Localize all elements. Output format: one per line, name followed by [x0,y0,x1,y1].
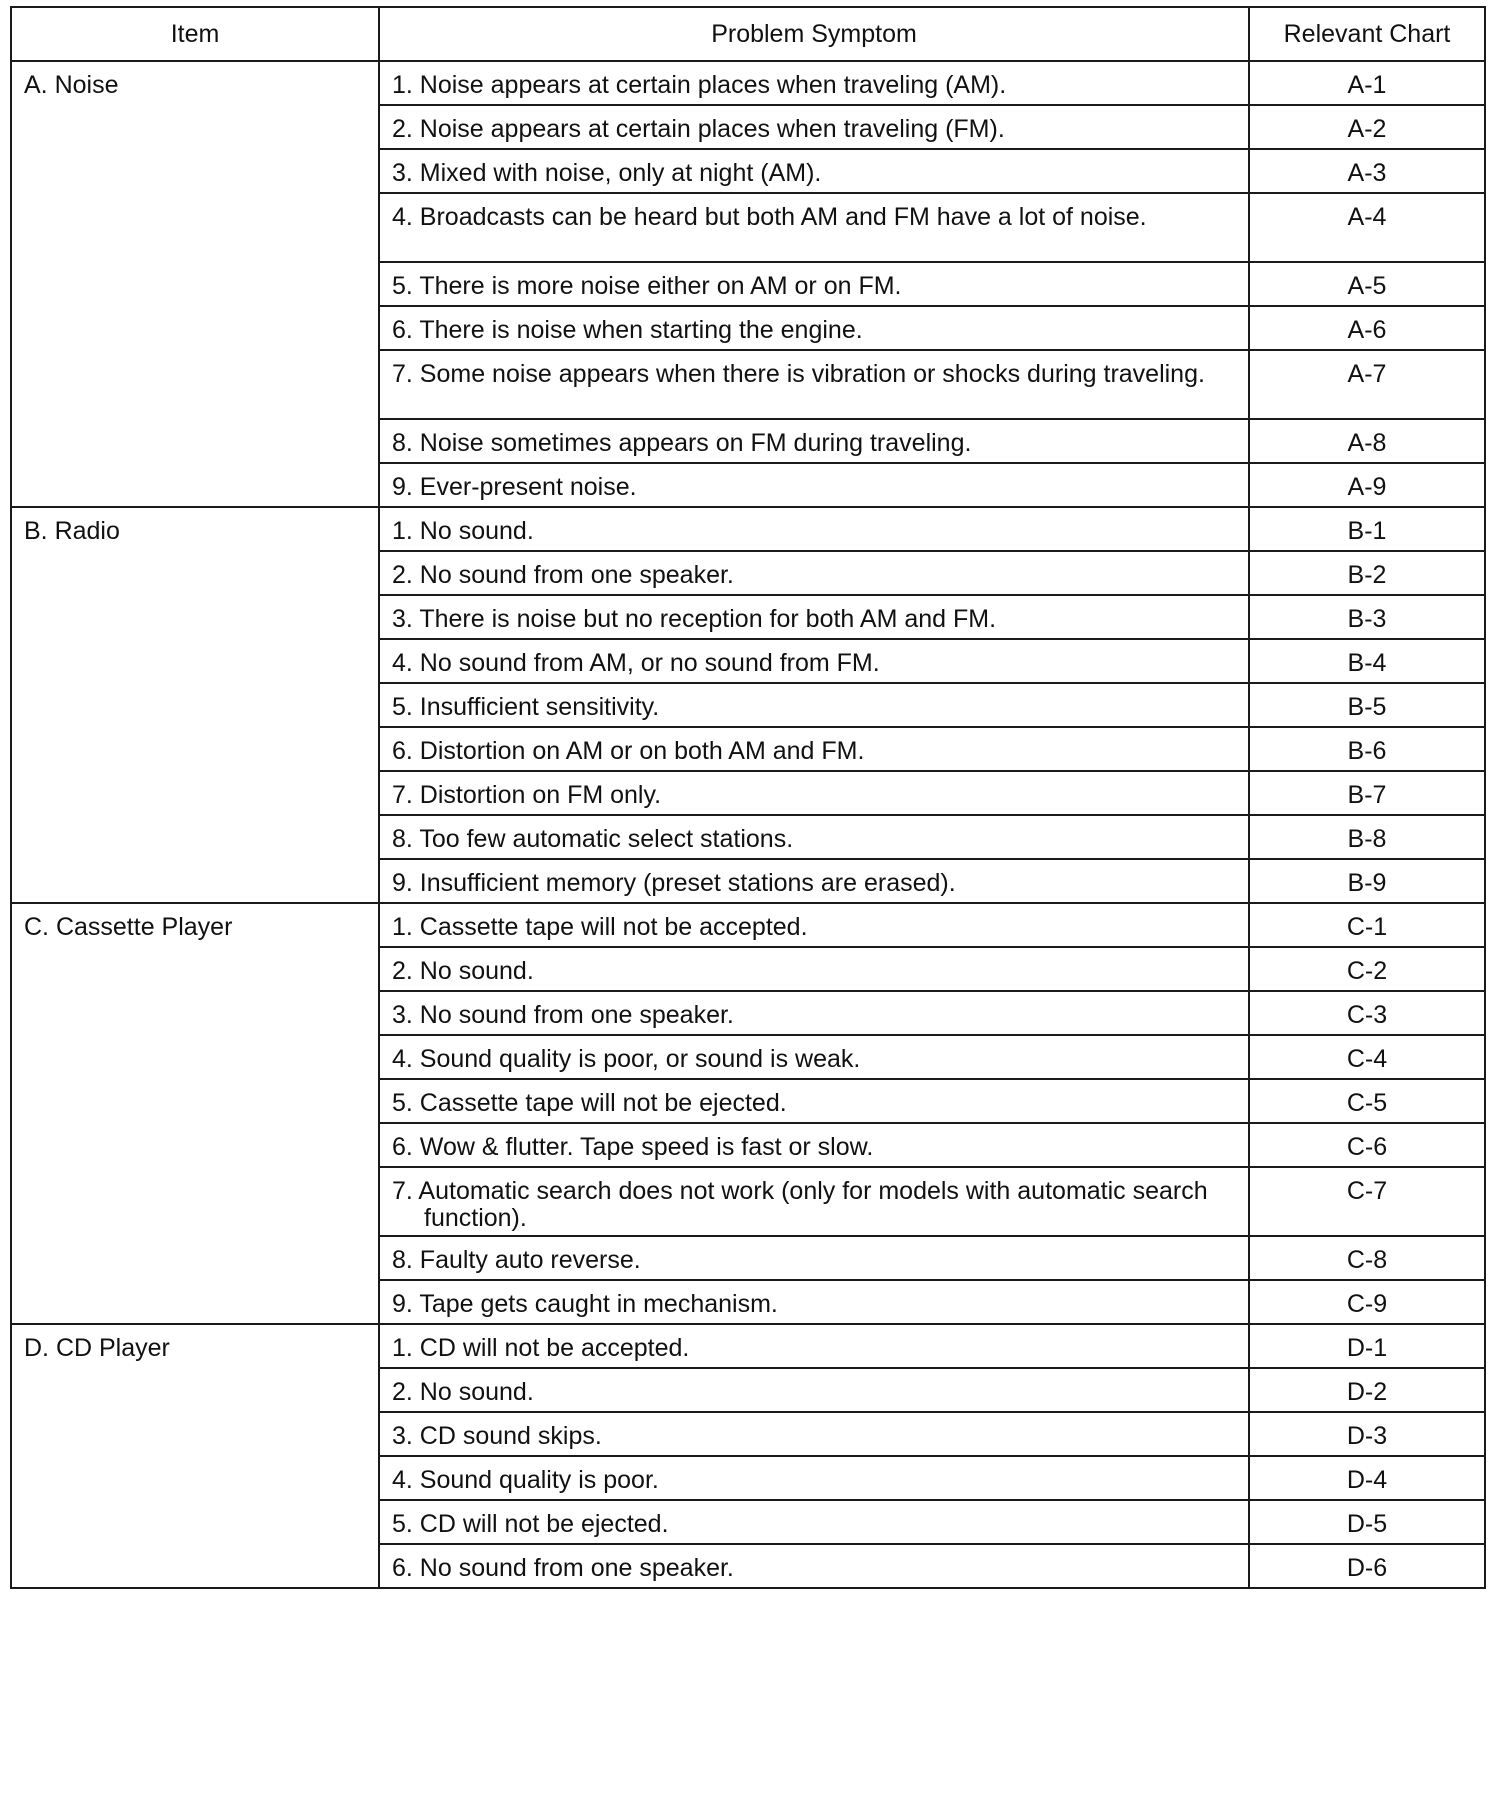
problem-symptom-text: 4. Sound quality is poor, or sound is weak. [392,1045,861,1073]
relevant-chart-cell: D-4 [1249,1456,1485,1500]
problem-symptom-text: 5. CD will not be ejected. [392,1510,669,1538]
problem-symptom-cell [379,991,1249,1035]
relevant-chart-cell: A-9 [1249,463,1485,507]
problem-symptom-cell [379,262,1249,306]
problem-symptom-cell [379,1368,1249,1412]
problem-symptom-cell [379,306,1249,350]
problem-symptom-text: 1. Cassette tape will not be accepted. [392,913,808,941]
problem-symptom-text: 7. Distortion on FM only. [392,781,662,809]
problem-symptom-cell [379,551,1249,595]
problem-symptom-text: 2. Noise appears at certain places when traveling (FM). [392,115,1005,143]
relevant-chart-cell: C-9 [1249,1280,1485,1324]
problem-symptom-cell [379,149,1249,193]
problem-symptom-cell [379,1544,1249,1588]
relevant-chart-cell: A-4 [1249,193,1485,262]
relevant-chart-cell: D-3 [1249,1412,1485,1456]
document-page [10,6,1486,1589]
problem-symptom-cell [379,1079,1249,1123]
problem-symptom-text: 2. No sound. [392,957,534,985]
relevant-chart-cell: B-1 [1249,507,1485,551]
relevant-chart-cell: D-6 [1249,1544,1485,1588]
problem-symptom-cell [379,859,1249,903]
problem-symptom-text: 9. Tape gets caught in mechanism. [392,1290,778,1318]
problem-symptom-text: 8. Faulty auto reverse. [392,1246,641,1274]
relevant-chart-cell: D-5 [1249,1500,1485,1544]
problem-symptom-text: 5. There is more noise either on AM or on FM. [392,272,902,300]
relevant-chart-cell: A-5 [1249,262,1485,306]
relevant-chart-cell: A-3 [1249,149,1485,193]
item-category: A. Noise [11,61,379,507]
relevant-chart-cell: A-8 [1249,419,1485,463]
relevant-chart-cell: A-7 [1249,350,1485,419]
header-row [11,7,1485,61]
problem-symptom-text: 9. Insufficient memory (preset stations are erased). [392,869,956,897]
problem-symptom-text: 3. No sound from one speaker. [392,1001,734,1029]
problem-symptom-cell [379,771,1249,815]
problem-symptom-cell [379,193,1249,262]
problem-symptom-cell [379,1412,1249,1456]
problem-symptom-text: 5. Cassette tape will not be ejected. [392,1089,787,1117]
problem-symptom-cell [379,639,1249,683]
problem-symptom-cell [379,1236,1249,1280]
problem-symptom-cell [379,105,1249,149]
relevant-chart-cell: C-4 [1249,1035,1485,1079]
table-body [11,61,1485,1588]
problem-symptom-text: 6. There is noise when starting the engine. [392,316,863,344]
troubleshooting-table [10,6,1486,1589]
problem-symptom-text: 4. No sound from AM, or no sound from FM. [392,649,880,677]
relevant-chart-cell: B-9 [1249,859,1485,903]
problem-symptom-cell [379,1035,1249,1079]
problem-symptom-cell [379,1167,1249,1236]
problem-symptom-text: 5. Insufficient sensitivity. [392,693,660,721]
problem-symptom-text: 9. Ever-present noise. [392,473,637,501]
problem-symptom-cell [379,463,1249,507]
problem-symptom-cell [379,507,1249,551]
relevant-chart-cell: B-3 [1249,595,1485,639]
relevant-chart-cell: C-3 [1249,991,1485,1035]
relevant-chart-cell: A-2 [1249,105,1485,149]
problem-symptom-cell [379,61,1249,105]
relevant-chart-cell: A-1 [1249,61,1485,105]
relevant-chart-cell: C-2 [1249,947,1485,991]
problem-symptom-text: 2. No sound from one speaker. [392,561,734,589]
item-category: C. Cassette Player [11,903,379,1324]
problem-symptom-text: 4. Broadcasts can be heard but both AM and FM have a lot of noise. [392,203,1147,231]
problem-symptom-text: 4. Sound quality is poor. [392,1466,659,1494]
problem-symptom-cell [379,1456,1249,1500]
problem-symptom-text: 1. CD will not be accepted. [392,1334,690,1362]
problem-symptom-text: 7. Some noise appears when there is vibration or shocks during traveling. [392,360,1205,388]
problem-symptom-text: 3. Mixed with noise, only at night (AM). [392,159,822,187]
item-category: D. CD Player [11,1324,379,1588]
relevant-chart-cell: D-1 [1249,1324,1485,1368]
problem-symptom-cell [379,350,1249,419]
relevant-chart-cell: B-5 [1249,683,1485,727]
table-row [11,1324,1485,1368]
relevant-chart-cell: C-1 [1249,903,1485,947]
relevant-chart-cell: D-2 [1249,1368,1485,1412]
table-row [11,903,1485,947]
problem-symptom-text: 6. Wow & flutter. Tape speed is fast or slow. [392,1133,874,1161]
problem-symptom-text: 8. Too few automatic select stations. [392,825,794,853]
relevant-chart-cell: C-8 [1249,1236,1485,1280]
relevant-chart-cell: C-7 [1249,1167,1485,1236]
table-row [11,507,1485,551]
problem-symptom-text: 8. Noise sometimes appears on FM during traveling. [392,429,972,457]
header-item: Item [11,7,379,61]
table-row [11,61,1485,105]
item-category: B. Radio [11,507,379,903]
relevant-chart-cell: B-8 [1249,815,1485,859]
problem-symptom-cell [379,1123,1249,1167]
relevant-chart-cell: A-6 [1249,306,1485,350]
problem-symptom-text: 2. No sound. [392,1378,534,1406]
problem-symptom-cell [379,595,1249,639]
problem-symptom-text: 3. There is noise but no reception for both AM and FM. [392,605,997,633]
problem-symptom-text: 1. No sound. [392,517,534,545]
problem-symptom-text: 6. No sound from one speaker. [392,1554,734,1582]
problem-symptom-text: 6. Distortion on AM or on both AM and FM. [392,737,865,765]
problem-symptom-cell [379,947,1249,991]
problem-symptom-cell [379,815,1249,859]
relevant-chart-cell: B-4 [1249,639,1485,683]
relevant-chart-cell: C-6 [1249,1123,1485,1167]
problem-symptom-text: 1. Noise appears at certain places when traveling (AM). [392,71,1007,99]
problem-symptom-cell [379,1500,1249,1544]
problem-symptom-cell [379,903,1249,947]
header-problem-symptom: Problem Symptom [379,7,1249,61]
problem-symptom-cell [379,419,1249,463]
problem-symptom-cell [379,683,1249,727]
problem-symptom-cell [379,1324,1249,1368]
relevant-chart-cell: B-2 [1249,551,1485,595]
relevant-chart-cell: C-5 [1249,1079,1485,1123]
header-relevant-chart: Relevant Chart [1249,7,1485,61]
relevant-chart-cell: B-7 [1249,771,1485,815]
problem-symptom-text: 7. Automatic search does not work (only for models with automatic search function). [392,1177,1208,1232]
problem-symptom-cell [379,1280,1249,1324]
problem-symptom-cell [379,727,1249,771]
relevant-chart-cell: B-6 [1249,727,1485,771]
problem-symptom-text: 3. CD sound skips. [392,1422,602,1450]
